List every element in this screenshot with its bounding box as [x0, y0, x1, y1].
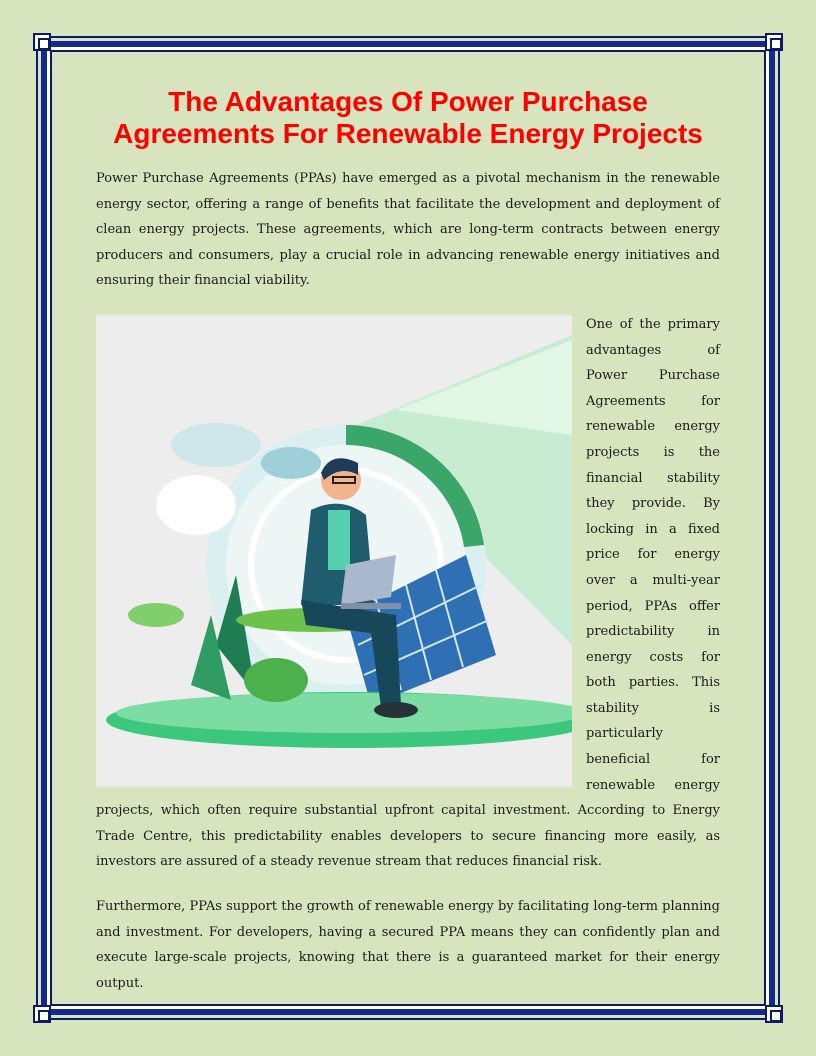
paragraph-financial-stability: One of the primary advantages of Power Purchase Agreements for renewable energy projects is the financial stability they provide. By locking in a fixed price for energy over a multi-year period, PPAs offer predictability in energy costs for both parties. This stability is particularly beneficial for renewable energy projects, which often require substantial upfront capital investment. According to Energy Trade Centre, this predictability enables developers to secure financing more easily, as investors are assured of a steady revenue stream that reduces financial risk. [96, 316, 720, 870]
paragraph-growth: Furthermore, PPAs support the growth of renewable energy by facilitating long-term planning and investment. For developers, having a secured PPA means they can confidently plan and execute large-scale projects, knowing that there is a guaranteed market for their energy output. [96, 899, 720, 991]
title-line-1: The Advantages Of Power Purchase [168, 86, 648, 117]
document-body [96, 86, 720, 996]
border-corner-ornament [33, 33, 51, 51]
title-line-2: Agreements For Renewable Energy Projects [113, 118, 703, 149]
border-corner-ornament [765, 33, 783, 51]
border-corner-ornament [33, 1005, 51, 1023]
man-with-laptop-solar-panel-illustration [96, 315, 572, 787]
illustrated-section [96, 312, 720, 875]
document-title [96, 86, 720, 150]
paragraph-intro: Power Purchase Agreements (PPAs) have emerged as a pivotal mechanism in the renewable energy sector, offering a range of benefits that facilitate the development and deployment of clean energy projects. These agreements, which are long-term contracts between energy producers and consumers, play a crucial role in advancing renewable energy initiatives and ensuring their financial viability. [96, 171, 720, 289]
border-corner-ornament [765, 1005, 783, 1023]
